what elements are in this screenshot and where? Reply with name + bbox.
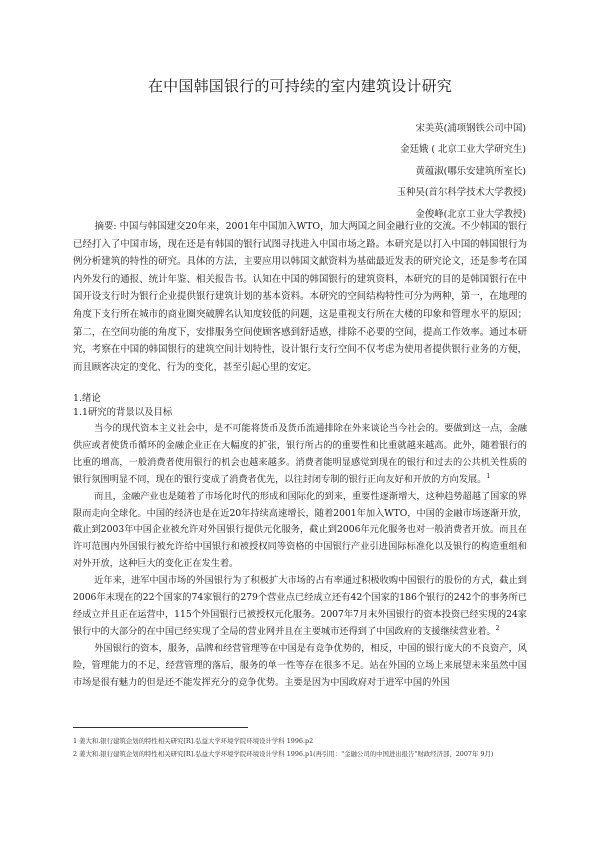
body-text [73,421,527,692]
author-line: 金俊峰(北京工业大学教授) [415,208,526,220]
body-paragraph [73,641,527,692]
author-line: 黄蕴淑(哪乐安建筑所室长) [415,165,526,177]
footnote-ref: 1 [486,472,491,480]
paragraph-text: 近年来，进军中国市场的外国银行为了积极扩大市场的占有率通过积极收购中国银行的股份的方式，截止到2006年末现在的22个国家的74家银行的279个营业点已经成立还有42个国家的186个银行的242个的事务所已经成立并且正在运营中，115个外国银行已被授权元化服务。2007年7月末外国银行的资本投资已经实现的24家银行中的大部分的在中国已经实现了全局的营业网并且在主要城市还得到了中国政府的支援继续营业着。 [73,575,527,637]
paragraph-text: 当今的现代资本主义社会中，是不可能将货币及货币流通排除在外来谈论当今社会的。要做到这一点，金融供应或者使货币循环的金融企业正在大幅度的扩张，银行所占的的重要性和比重就越来越高。此外，随着银行的比重的增高，一般消费者使用银行的机会也越来越多。消费者能明显感觉到现在的银行和过去的公共机关性质的银行氛围明显不同，现在的银行变成了消费者优先，以往封闭专制的银行正向友好和开放的方向发展。 [73,423,527,485]
body-paragraph [73,421,527,489]
author-line: 宋美英(浦项钢铁公司中国) [415,123,526,134]
body-paragraph [73,573,527,641]
body-paragraph [73,489,527,574]
footnote: 2 姜大和.银行建筑企划的特性相关研究[R].弘益大学环境学院环境设计学科 1996.p1(再引用："金融公司的中国进出报告"财政经济部，2007年 9月) [73,749,494,758]
footnote-ref: 2 [495,624,500,632]
footnote: 1 姜大和.银行建筑企划的特性相关研究[R].弘益大学环境学院环境设计学科 1996.p2 [73,737,314,745]
abstract-text: 摘要: 中国与韩国建交20年来，2001年中国加入WTO，加大两国之间金融行业的交流。不少韩国的银行已经打入了中国市场，现在还是有韩国的银行试图寻找进入中国市场之路。本研究是以打入中国的韩国银行为例分析建筑的特性的研究。具体的方法，主要应用以韩国文献资料为基础最近发表的研究论文，还是参考在国内外发行的通报、统计年鉴、相关报告书。认知在中国的韩国银行的建筑资料，本研究的目的是韩国银行在中国开设支行时为银行企业提供银行建筑计划的基本资料。本研究的空间结构特性可分为两种，第一，在地理的角度下支行所在城市的商业圈突破脾名认知度较低的问题，这是重视支行所在大楼的印象和管理水平的原因；第二，在空间功能的角度下，安排服务空间使顾客感到舒适感，排除不必要的空间，提高工作效率。通过本研究，考察在中国的韩国银行的建筑空间计划特性，设计银行支行空间不仅考虑为使用者提供银行业务的方便，而且顾客决定的变化、行为的变化，甚至引起心里的安定。 [73,221,527,373]
author-list [397,118,526,225]
abstract [73,218,527,376]
footnote-divider [73,727,248,728]
subsection-heading: 1.1研究的背景以及目标 [73,407,173,418]
author-line: 玉种昊(首尔科学技术大学教授) [396,187,526,199]
paragraph-text: 外国银行的资本，服务，品牌和经营管理等在中国是有竞争优势的，相反，中国的银行庞大的不良资产，风险，管理能力的不足，经营管理的落后，服务的单一性等存在很多不足。站在外国的立场上来展望未来虽然中国市场是很有魅力的但是还不能发挥充分的竞争优势。主要是因为中国政府对于进军中国的外国 [73,642,527,688]
paragraph-text: 而且，金融产业也是随着了市场化时代的形成和国际化的到来，重要性逐渐增大，这种趋势超越了国家的界限而走向全球化。中国的经济也是在近20年持续高速增长，随着2001年加入WTO，中国的金融市场逐渐开放，截止到2003年中国企业被允许对外国银行提供元化服务，截止到2006年元化服务也对一般消费者开放。而且在许可范围内外国银行被允许给中国银行和被授权同等资格的中国银行产业引进国际标准化以及银行的构造重组和对外开放，这种巨大的变化正在发生着。 [73,490,527,570]
section-heading: 1.绪论 [73,393,101,404]
author-line: 金廷娥 ( 北京工业大学研究生) [400,144,526,156]
footnotes [73,736,527,762]
paper-title: 在中国韩国银行的可持续的室内建筑设计研究 [147,77,452,95]
